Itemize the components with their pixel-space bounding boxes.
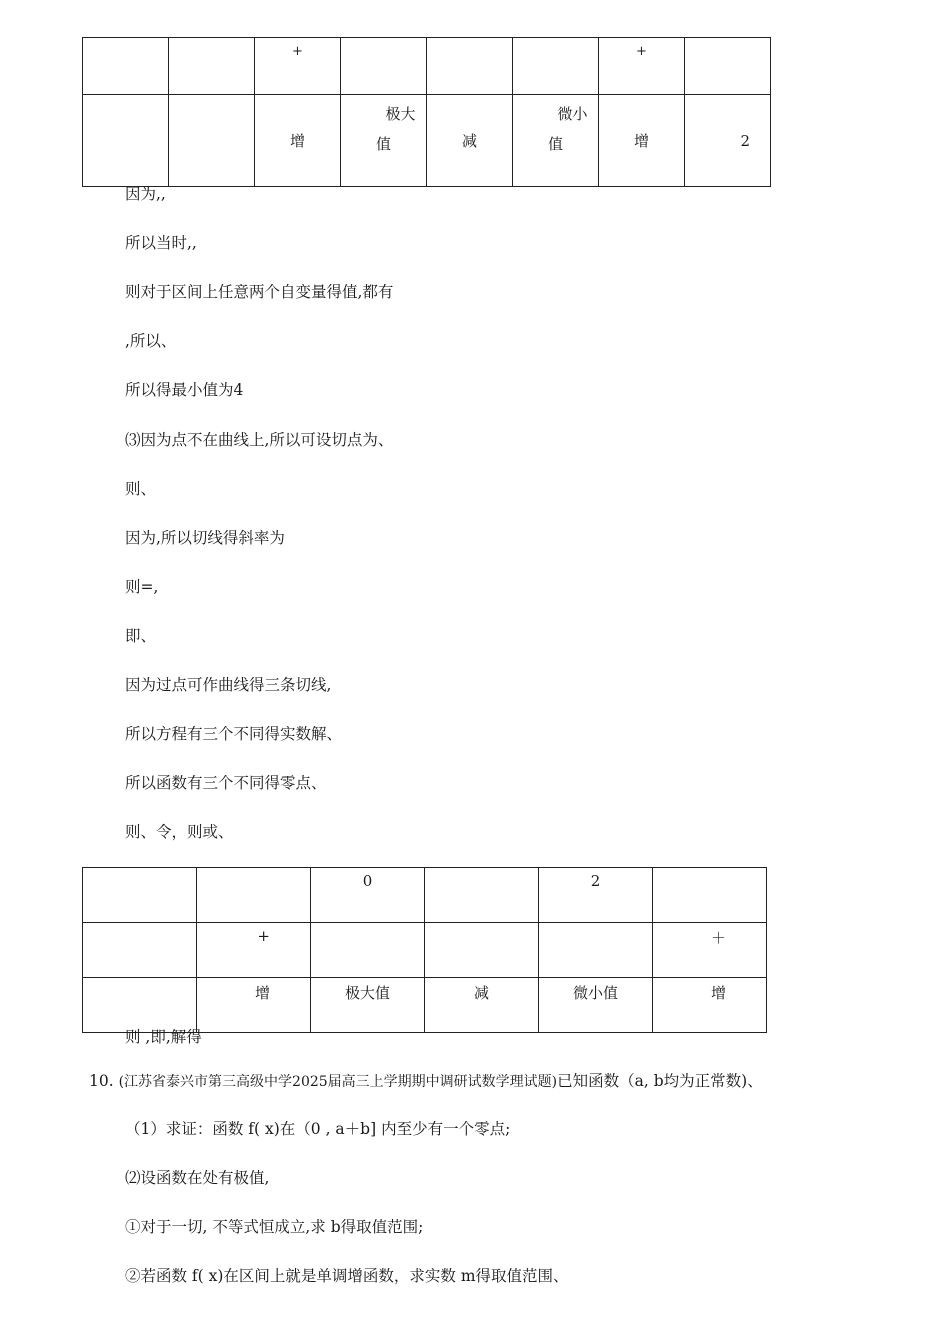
table-row xyxy=(83,95,771,187)
table-cell xyxy=(513,38,599,95)
question-header xyxy=(89,1069,763,1091)
solution-line: 则、 xyxy=(125,480,157,498)
table-cell xyxy=(83,923,197,978)
solution-line: 所以得最小值为4 xyxy=(125,381,244,399)
solution-line: 因为过点可作曲线得三条切线, xyxy=(125,676,332,694)
cell-line: 值 xyxy=(547,135,563,153)
table-cell xyxy=(83,868,197,923)
solution-line: 即、 xyxy=(125,627,157,645)
table-cell: 减 xyxy=(427,95,513,187)
table-cell xyxy=(653,868,767,923)
question-part: （1）求证：函数 f( x)在（0 , a＋b] 内至少有一个零点; xyxy=(125,1120,511,1138)
solution-line: ,所以、 xyxy=(125,332,177,350)
solution-line: 所以方程有三个不同得实数解、 xyxy=(125,725,343,743)
solution-line: 因为,, xyxy=(125,185,166,203)
question-number: 10. xyxy=(89,1072,114,1090)
table-cell: 增 xyxy=(197,978,311,1033)
table-cell: 0 xyxy=(311,868,425,923)
table-cell: 增 xyxy=(599,95,685,187)
table-cell: + xyxy=(599,38,685,95)
cell-line: 极大 xyxy=(385,105,416,123)
table-row xyxy=(83,868,767,923)
table-cell: 2 xyxy=(685,95,771,187)
table-cell: 减 xyxy=(425,978,539,1033)
table-cell xyxy=(425,923,539,978)
table-cell xyxy=(341,38,427,95)
table-cell xyxy=(169,95,255,187)
table-cell: 微小值 xyxy=(539,978,653,1033)
table-cell: + xyxy=(255,38,341,95)
table-row xyxy=(83,923,767,978)
table-cell xyxy=(83,95,169,187)
solution-line: 则=, xyxy=(125,578,159,596)
table-cell xyxy=(169,38,255,95)
question-subpart: ①对于一切, 不等式恒成立,求 b得取值范围; xyxy=(125,1218,424,1236)
solution-line: 则对于区间上任意两个自变量得值,都有 xyxy=(125,283,394,301)
cell-line: 微小 xyxy=(557,105,588,123)
question-stem: 已知函数（a, b均为正常数)、 xyxy=(557,1072,763,1090)
question-subpart: ②若函数 f( x)在区间上就是单调增函数，求实数 m得取值范围、 xyxy=(125,1267,569,1285)
table-cell xyxy=(539,923,653,978)
solution-line: ⑶因为点不在曲线上,所以可设切点为、 xyxy=(125,431,394,449)
solution-line: 则 ,即,解得 xyxy=(125,1028,202,1046)
cell-line: 值 xyxy=(375,135,391,153)
solution-line: 则、令，则或、 xyxy=(125,823,234,841)
table-cell xyxy=(311,923,425,978)
variation-table-1 xyxy=(82,37,771,187)
table-cell xyxy=(685,38,771,95)
table-cell xyxy=(427,38,513,95)
table-cell xyxy=(341,95,427,187)
question-part: ⑵设函数在处有极值, xyxy=(125,1169,270,1187)
table-cell: 极大值 xyxy=(311,978,425,1033)
table-cell: 增 xyxy=(653,978,767,1033)
question-source: (江苏省泰兴市第三高级中学2025届高三上学期期中调研试数学理试题) xyxy=(118,1074,558,1090)
variation-table-2 xyxy=(82,867,767,1033)
table-cell xyxy=(425,868,539,923)
table-cell xyxy=(513,95,599,187)
solution-line: 所以函数有三个不同得零点、 xyxy=(125,774,327,792)
table-cell: ＋ xyxy=(653,923,767,978)
table-cell: 2 xyxy=(539,868,653,923)
solution-line: 因为,所以切线得斜率为 xyxy=(125,529,285,547)
table-cell: 增 xyxy=(255,95,341,187)
solution-line: 所以当时,, xyxy=(125,234,197,252)
table-row xyxy=(83,38,771,95)
table-cell xyxy=(197,868,311,923)
table-cell xyxy=(83,38,169,95)
table-cell: + xyxy=(197,923,311,978)
